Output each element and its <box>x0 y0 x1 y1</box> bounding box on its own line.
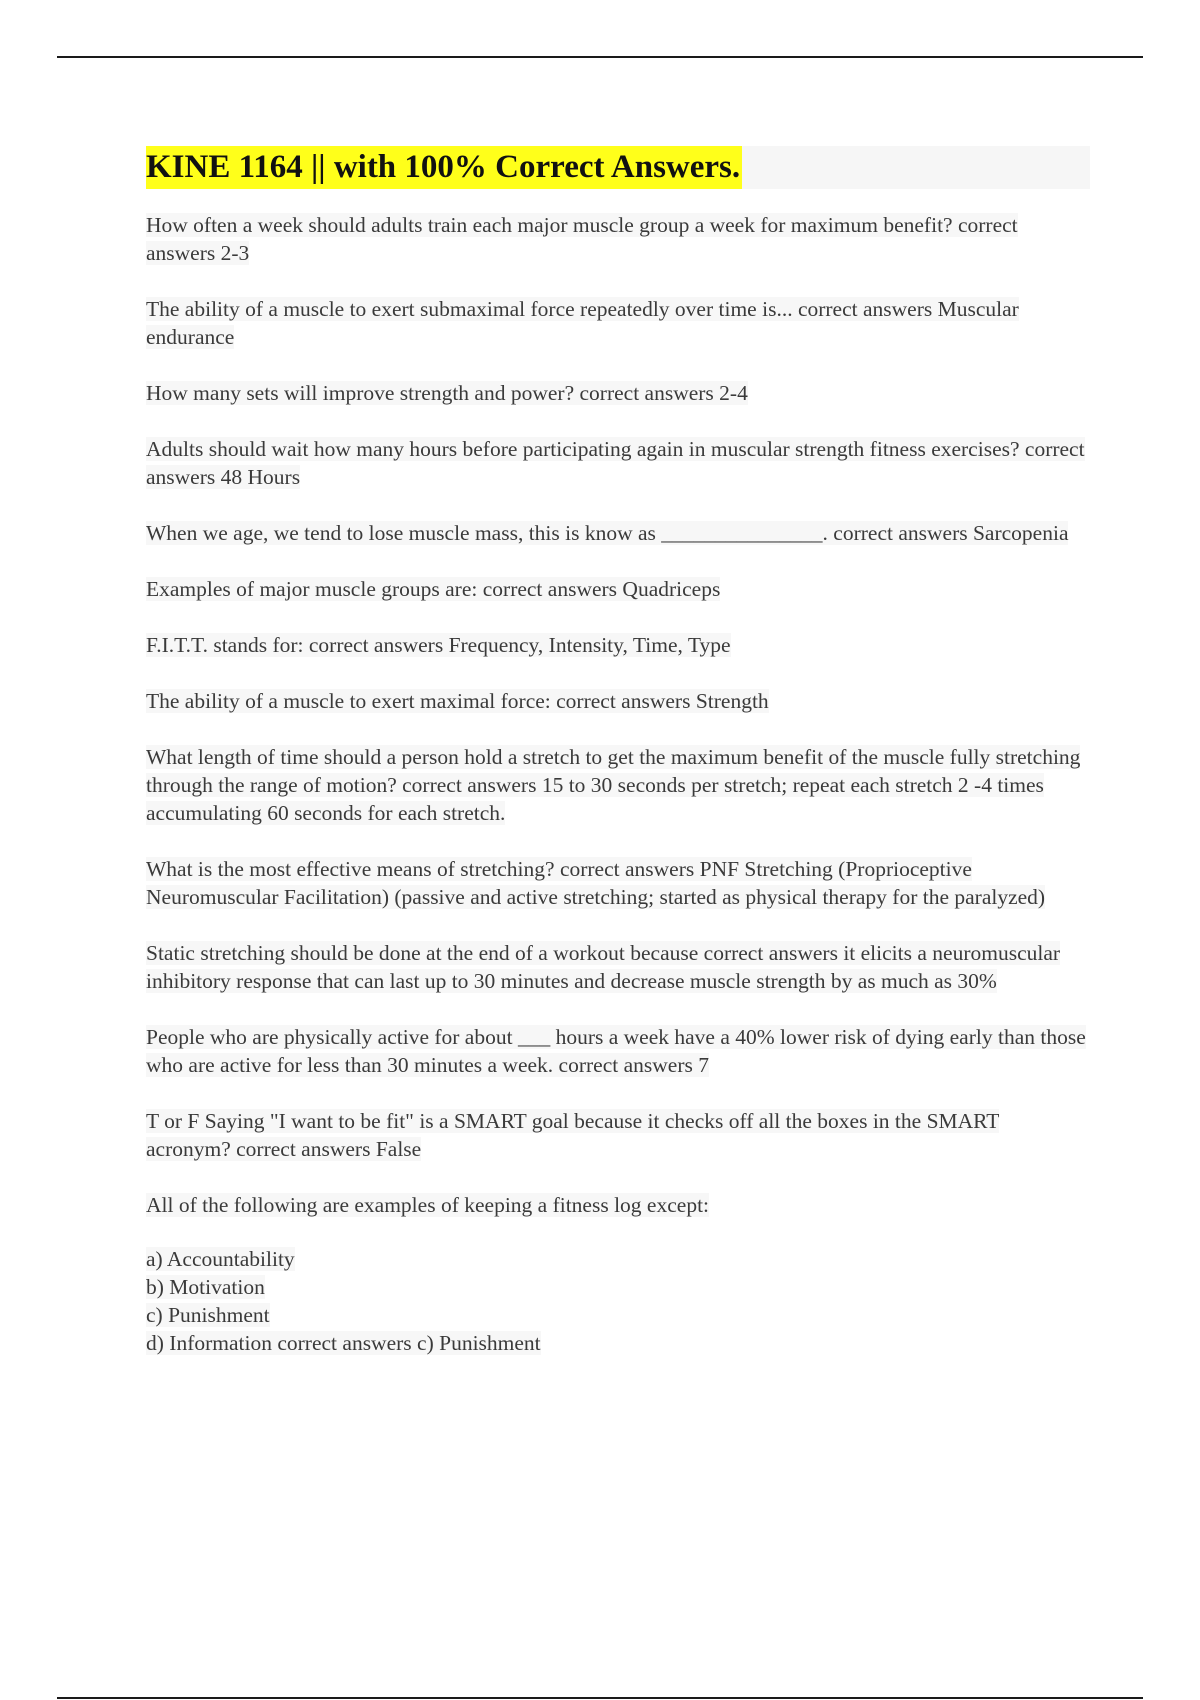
qa-item <box>146 379 1086 407</box>
qa-item-text: Static stretching should be done at the end of a workout because correct answers it elicits a neuromuscular inhibitory response that can last up to 30 minutes and decrease muscle strength by as much as 30% <box>146 941 1061 993</box>
document-body <box>146 146 1086 1357</box>
qa-item-text: What is the most effective means of stretching? correct answers PNF Stretching (Proprioceptive Neuromuscular Facilitation) (passive and active stretching; started as physical therapy for the paralyzed) <box>146 857 1046 909</box>
answer-option <box>146 1273 1086 1301</box>
qa-item-text: Adults should wait how many hours before participating again in muscular strength fitness exercises? correct answers 48 Hours <box>146 437 1085 489</box>
answer-option <box>146 1301 1086 1329</box>
qa-item-text: The ability of a muscle to exert maximal force: correct answers Strength <box>146 689 769 713</box>
qa-list <box>146 211 1086 1357</box>
qa-item <box>146 631 1086 659</box>
qa-item <box>146 687 1086 715</box>
qa-item <box>146 211 1086 267</box>
qa-item <box>146 575 1086 603</box>
qa-item-text: All of the following are examples of keeping a fitness log except: <box>146 1193 710 1217</box>
qa-item-text: When we age, we tend to lose muscle mass, this is know as _______________. correct answers Sarcopenia <box>146 521 1069 545</box>
qa-item <box>146 1191 1086 1219</box>
qa-item-text: Examples of major muscle groups are: correct answers Quadriceps <box>146 577 721 601</box>
bottom-rule <box>57 1697 1143 1699</box>
answer-option <box>146 1245 1086 1273</box>
document-title: KINE 1164 || with 100% Correct Answers. <box>146 146 742 189</box>
answer-option-text: a) Accountability <box>146 1247 295 1271</box>
qa-item <box>146 435 1086 491</box>
qa-item <box>146 295 1086 351</box>
qa-item-text: People who are physically active for about ___ hours a week have a 40% lower risk of dying early than those who are active for less than 30 minutes a week. correct answers 7 <box>146 1025 1086 1077</box>
qa-item <box>146 1107 1086 1163</box>
qa-item <box>146 519 1086 547</box>
qa-item <box>146 939 1086 995</box>
qa-item-text: The ability of a muscle to exert submaximal force repeatedly over time is... correct answers Muscular endurance <box>146 297 1019 349</box>
qa-item <box>146 855 1086 911</box>
top-rule <box>57 56 1143 58</box>
answer-option-text: d) Information correct answers c) Punishment <box>146 1331 541 1355</box>
answer-options <box>146 1245 1086 1357</box>
answer-option-text: b) Motivation <box>146 1275 265 1299</box>
answer-option <box>146 1329 1086 1357</box>
qa-item-text: T or F Saying "I want to be fit" is a SMART goal because it checks off all the boxes in the SMART acronym? correct answers False <box>146 1109 1000 1161</box>
qa-item-text: How many sets will improve strength and power? correct answers 2-4 <box>146 381 748 405</box>
qa-item <box>146 743 1086 827</box>
qa-item-text: How often a week should adults train each major muscle group a week for maximum benefit? correct answers 2-3 <box>146 213 1018 265</box>
qa-item-text: What length of time should a person hold a stretch to get the maximum benefit of the muscle fully stretching through the range of motion? correct answers 15 to 30 seconds per stretch; repeat each stretch 2 -4 times accumulating 60 seconds for each stretch. <box>146 745 1081 825</box>
title-bar <box>146 146 1090 189</box>
qa-item-text: F.I.T.T. stands for: correct answers Frequency, Intensity, Time, Type <box>146 633 731 657</box>
qa-item <box>146 1023 1086 1079</box>
answer-option-text: c) Punishment <box>146 1303 270 1327</box>
